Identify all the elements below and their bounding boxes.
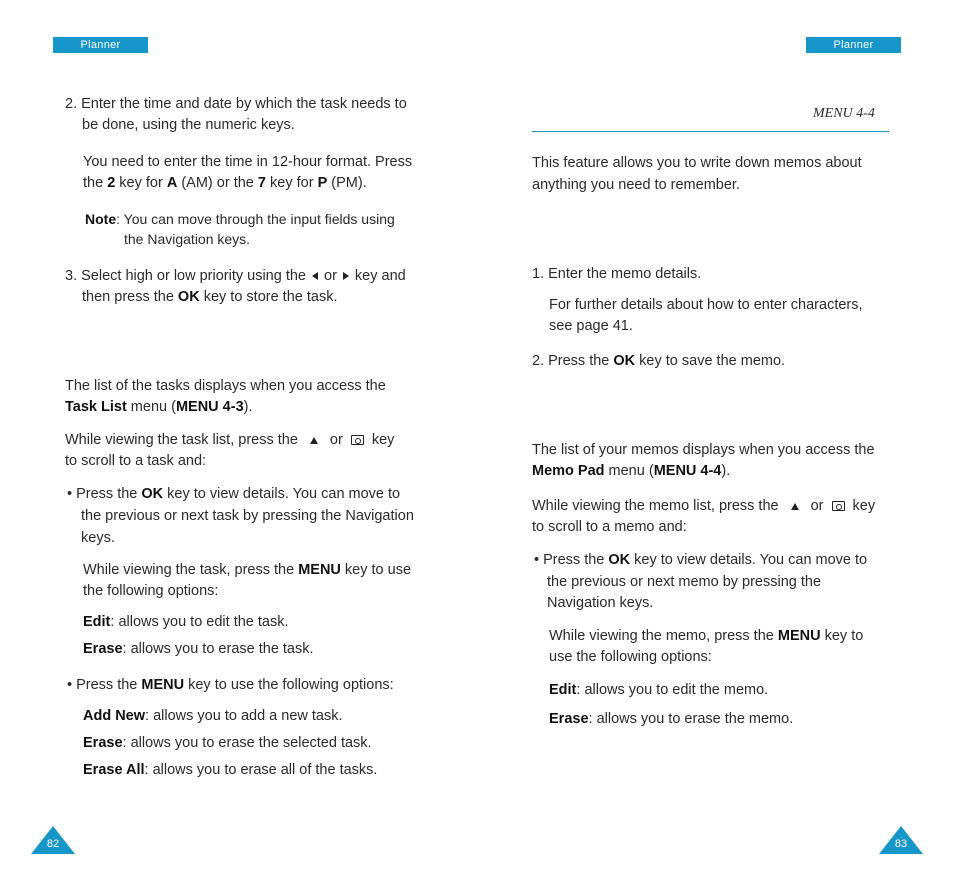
task-bullet1-line2: the previous or next task by pressing the Navigation xyxy=(81,508,414,524)
camera-key-icon xyxy=(351,435,364,445)
note-label: Note xyxy=(85,211,117,227)
memo-list-line2: Memo Pad menu (MENU 4-4). xyxy=(532,463,731,479)
task-option-edit: Edit: allows you to edit the task. xyxy=(83,614,289,630)
time-format-line1: You need to enter the time in 12-hour format. Press xyxy=(83,154,413,170)
task-list-line2: Task List menu (MENU 4-3). xyxy=(65,399,253,415)
task-bullet1-line3: keys. xyxy=(81,530,115,546)
task-option-eraseall: Erase All: allows you to erase all of the tasks. xyxy=(83,762,378,778)
memo-intro-line1: This feature allows you to write down memos about xyxy=(532,155,862,171)
section-tag-right xyxy=(806,37,901,53)
memo-intro-line2: anything you need to remember. xyxy=(532,177,740,193)
section-tag-label: Planner xyxy=(833,39,874,51)
nav-up-icon xyxy=(310,437,318,444)
section-rule xyxy=(532,131,889,132)
note-line1: Note: You can move through the input fields using xyxy=(85,211,395,227)
memo-bullet1-line2: the previous or next memo by pressing the xyxy=(547,574,822,590)
memo-bullet1-line1: • Press the OK key to view details. You can move to xyxy=(534,552,868,568)
task-bullet2: • Press the MENU key to use the following options: xyxy=(67,677,394,693)
task-view-line2: to scroll to a task and: xyxy=(65,453,207,469)
memo-step2: 2. Press the OK key to save the memo. xyxy=(532,353,786,369)
time-format-line2: the 2 key for A (AM) or the 7 key for P (PM). xyxy=(83,175,367,191)
memo-details-line1: For further details about how to enter characters, xyxy=(549,297,863,313)
task-sub-line2: the following options: xyxy=(83,583,219,599)
nav-right-icon xyxy=(343,272,349,280)
memo-details-line2: see page 41. xyxy=(549,318,633,334)
task-option-erase: Erase: allows you to erase the task. xyxy=(83,641,314,657)
note-line2: the Navigation keys. xyxy=(124,231,251,247)
step2-line2: be done, using the numeric keys. xyxy=(82,117,295,133)
section-tag-label: Planner xyxy=(80,39,121,51)
memo-bullet1-line3: Navigation keys. xyxy=(547,595,654,611)
task-sub-line1: While viewing the task, press the MENU key to use xyxy=(83,562,412,578)
task-list-line1: The list of the tasks displays when you access the xyxy=(65,378,386,394)
page-number-left: 82 xyxy=(31,826,75,854)
task-view-line1: While viewing the task list, press the or key xyxy=(65,432,395,448)
section-tag-left xyxy=(53,37,148,53)
camera-key-icon xyxy=(832,501,845,511)
memo-view-line2: to scroll to a memo and: xyxy=(532,519,687,535)
task-option-erase-selected: Erase: allows you to erase the selected task. xyxy=(83,735,372,751)
memo-step1: 1. Enter the memo details. xyxy=(532,266,702,282)
memo-list-line1: The list of your memos displays when you access the xyxy=(532,442,875,458)
page-number-right: 83 xyxy=(879,826,923,854)
step3-line2: then press the OK key to store the task. xyxy=(82,289,338,305)
nav-up-icon xyxy=(791,503,799,510)
memo-sub-line2: use the following options: xyxy=(549,649,712,665)
task-option-addnew: Add New: allows you to add a new task. xyxy=(83,708,343,724)
menu-reference: MENU 4-4 xyxy=(813,106,875,121)
nav-left-icon xyxy=(312,272,318,280)
memo-option-erase: Erase: allows you to erase the memo. xyxy=(549,711,794,727)
step2-line1: 2. Enter the time and date by which the task needs to xyxy=(65,96,407,112)
step3-line1: 3. Select high or low priority using the or key and xyxy=(65,268,406,284)
memo-view-line1: While viewing the memo list, press the or key xyxy=(532,498,876,514)
memo-option-edit: Edit: allows you to edit the memo. xyxy=(549,682,769,698)
memo-sub-line1: While viewing the memo, press the MENU key to xyxy=(549,628,864,644)
task-bullet1-line1: • Press the OK key to view details. You can move to xyxy=(67,486,401,502)
